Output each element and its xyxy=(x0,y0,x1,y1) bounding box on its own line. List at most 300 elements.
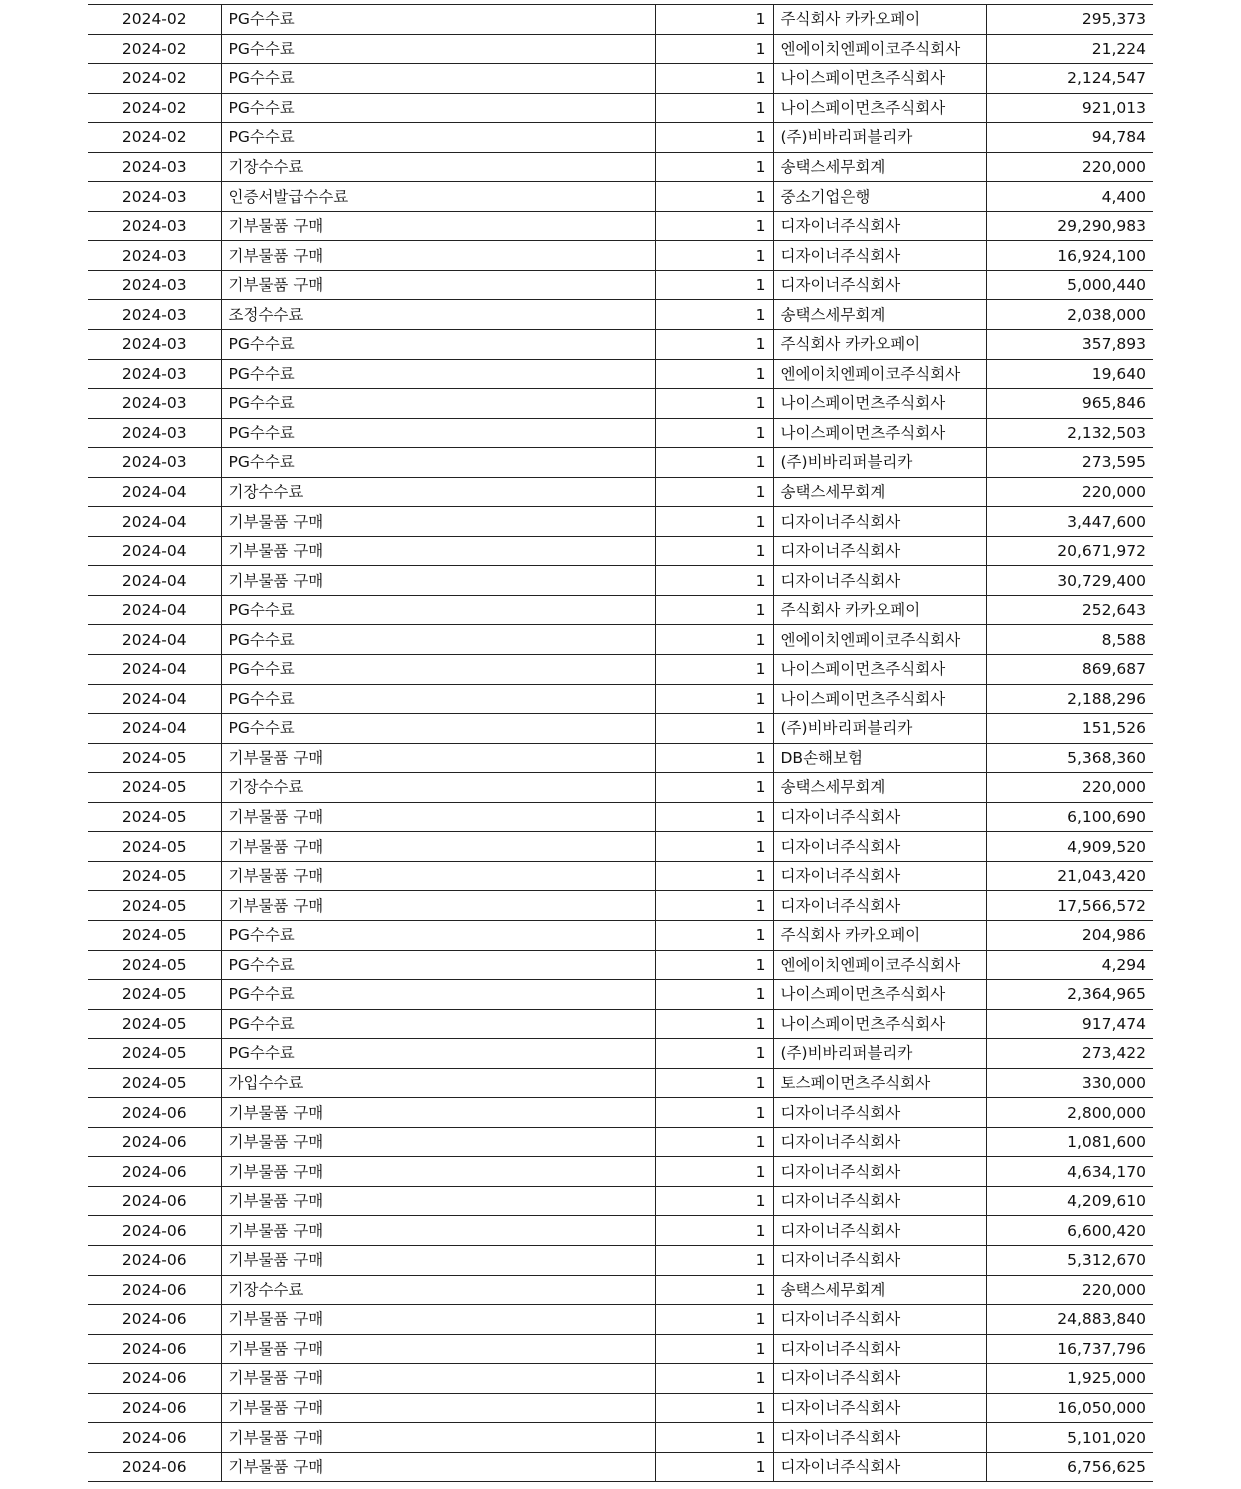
item-cell: PG수수료 xyxy=(221,1039,655,1069)
quantity-cell: 1 xyxy=(655,123,773,153)
vendor-cell: 디자이너주식회사 xyxy=(773,1186,986,1216)
table-row xyxy=(88,64,1153,94)
item-cell: 기부물품 구매 xyxy=(221,802,655,832)
table-row xyxy=(88,1393,1153,1423)
vendor-cell: 나이스페이먼츠주식회사 xyxy=(773,389,986,419)
amount-cell: 2,800,000 xyxy=(986,1098,1153,1128)
amount-cell: 24,883,840 xyxy=(986,1305,1153,1335)
date-cell: 2024-05 xyxy=(88,802,221,832)
quantity-cell: 1 xyxy=(655,566,773,596)
amount-cell: 917,474 xyxy=(986,1009,1153,1039)
quantity-cell: 1 xyxy=(655,1039,773,1069)
date-cell: 2024-06 xyxy=(88,1216,221,1246)
item-cell: PG수수료 xyxy=(221,34,655,64)
vendor-cell: 중소기업은행 xyxy=(773,182,986,212)
table-row xyxy=(88,152,1153,182)
quantity-cell: 1 xyxy=(655,507,773,537)
amount-cell: 330,000 xyxy=(986,1068,1153,1098)
vendor-cell: 디자이너주식회사 xyxy=(773,1305,986,1335)
item-cell: PG수수료 xyxy=(221,920,655,950)
quantity-cell: 1 xyxy=(655,832,773,862)
item-cell: PG수수료 xyxy=(221,625,655,655)
date-cell: 2024-03 xyxy=(88,152,221,182)
amount-cell: 921,013 xyxy=(986,93,1153,123)
table-row xyxy=(88,891,1153,921)
quantity-cell: 1 xyxy=(655,34,773,64)
item-cell: 기부물품 구매 xyxy=(221,1186,655,1216)
quantity-cell: 1 xyxy=(655,64,773,94)
date-cell: 2024-05 xyxy=(88,1009,221,1039)
item-cell: 기부물품 구매 xyxy=(221,211,655,241)
amount-cell: 4,209,610 xyxy=(986,1186,1153,1216)
quantity-cell: 1 xyxy=(655,1305,773,1335)
date-cell: 2024-06 xyxy=(88,1305,221,1335)
item-cell: 기장수수료 xyxy=(221,477,655,507)
amount-cell: 220,000 xyxy=(986,477,1153,507)
quantity-cell: 1 xyxy=(655,1157,773,1187)
vendor-cell: 송택스세무회계 xyxy=(773,300,986,330)
item-cell: 기부물품 구매 xyxy=(221,241,655,271)
item-cell: PG수수료 xyxy=(221,980,655,1010)
vendor-cell: 디자이너주식회사 xyxy=(773,1245,986,1275)
date-cell: 2024-05 xyxy=(88,1068,221,1098)
vendor-cell: 디자이너주식회사 xyxy=(773,1393,986,1423)
date-cell: 2024-04 xyxy=(88,684,221,714)
date-cell: 2024-02 xyxy=(88,64,221,94)
amount-cell: 4,634,170 xyxy=(986,1157,1153,1187)
amount-cell: 4,400 xyxy=(986,182,1153,212)
quantity-cell: 1 xyxy=(655,1186,773,1216)
table-row xyxy=(88,1068,1153,1098)
vendor-cell: 엔에이치엔페이코주식회사 xyxy=(773,625,986,655)
item-cell: PG수수료 xyxy=(221,389,655,419)
table-row xyxy=(88,920,1153,950)
amount-cell: 1,925,000 xyxy=(986,1364,1153,1394)
table-row xyxy=(88,655,1153,685)
date-cell: 2024-06 xyxy=(88,1245,221,1275)
quantity-cell: 1 xyxy=(655,1364,773,1394)
vendor-cell: (주)비바리퍼블리카 xyxy=(773,1039,986,1069)
amount-cell: 869,687 xyxy=(986,655,1153,685)
vendor-cell: (주)비바리퍼블리카 xyxy=(773,448,986,478)
table-row xyxy=(88,1127,1153,1157)
table-row xyxy=(88,1098,1153,1128)
vendor-cell: 디자이너주식회사 xyxy=(773,1216,986,1246)
item-cell: PG수수료 xyxy=(221,123,655,153)
date-cell: 2024-05 xyxy=(88,832,221,862)
vendor-cell: 송택스세무회계 xyxy=(773,152,986,182)
item-cell: 기부물품 구매 xyxy=(221,832,655,862)
item-cell: 기장수수료 xyxy=(221,152,655,182)
date-cell: 2024-02 xyxy=(88,34,221,64)
item-cell: 기부물품 구매 xyxy=(221,1393,655,1423)
vendor-cell: DB손해보험 xyxy=(773,743,986,773)
quantity-cell: 1 xyxy=(655,891,773,921)
quantity-cell: 1 xyxy=(655,655,773,685)
vendor-cell: 송택스세무회계 xyxy=(773,1275,986,1305)
date-cell: 2024-06 xyxy=(88,1393,221,1423)
amount-cell: 357,893 xyxy=(986,330,1153,360)
vendor-cell: 주식회사 카카오페이 xyxy=(773,595,986,625)
amount-cell: 5,000,440 xyxy=(986,270,1153,300)
item-cell: 기부물품 구매 xyxy=(221,1364,655,1394)
table-row xyxy=(88,773,1153,803)
item-cell: 기부물품 구매 xyxy=(221,891,655,921)
vendor-cell: 디자이너주식회사 xyxy=(773,211,986,241)
item-cell: PG수수료 xyxy=(221,595,655,625)
table-row xyxy=(88,802,1153,832)
item-cell: PG수수료 xyxy=(221,684,655,714)
quantity-cell: 1 xyxy=(655,330,773,360)
date-cell: 2024-05 xyxy=(88,920,221,950)
item-cell: PG수수료 xyxy=(221,359,655,389)
quantity-cell: 1 xyxy=(655,920,773,950)
quantity-cell: 1 xyxy=(655,5,773,35)
table-row xyxy=(88,93,1153,123)
vendor-cell: 디자이너주식회사 xyxy=(773,1098,986,1128)
vendor-cell: 디자이너주식회사 xyxy=(773,241,986,271)
amount-cell: 2,124,547 xyxy=(986,64,1153,94)
quantity-cell: 1 xyxy=(655,300,773,330)
quantity-cell: 1 xyxy=(655,802,773,832)
table-row xyxy=(88,418,1153,448)
date-cell: 2024-06 xyxy=(88,1452,221,1482)
date-cell: 2024-05 xyxy=(88,743,221,773)
ledger-body xyxy=(88,5,1153,1482)
date-cell: 2024-03 xyxy=(88,182,221,212)
table-row xyxy=(88,359,1153,389)
amount-cell: 94,784 xyxy=(986,123,1153,153)
item-cell: 조정수수료 xyxy=(221,300,655,330)
date-cell: 2024-04 xyxy=(88,477,221,507)
amount-cell: 220,000 xyxy=(986,773,1153,803)
date-cell: 2024-03 xyxy=(88,330,221,360)
item-cell: 가입수수료 xyxy=(221,1068,655,1098)
item-cell: PG수수료 xyxy=(221,64,655,94)
date-cell: 2024-06 xyxy=(88,1364,221,1394)
amount-cell: 295,373 xyxy=(986,5,1153,35)
amount-cell: 965,846 xyxy=(986,389,1153,419)
date-cell: 2024-06 xyxy=(88,1186,221,1216)
amount-cell: 273,422 xyxy=(986,1039,1153,1069)
amount-cell: 5,312,670 xyxy=(986,1245,1153,1275)
quantity-cell: 1 xyxy=(655,950,773,980)
date-cell: 2024-02 xyxy=(88,123,221,153)
table-row xyxy=(88,1157,1153,1187)
item-cell: PG수수료 xyxy=(221,93,655,123)
item-cell: 기부물품 구매 xyxy=(221,1216,655,1246)
date-cell: 2024-06 xyxy=(88,1157,221,1187)
amount-cell: 16,924,100 xyxy=(986,241,1153,271)
table-row xyxy=(88,5,1153,35)
table-row xyxy=(88,1186,1153,1216)
date-cell: 2024-05 xyxy=(88,861,221,891)
table-row xyxy=(88,1423,1153,1453)
date-cell: 2024-03 xyxy=(88,241,221,271)
date-cell: 2024-03 xyxy=(88,211,221,241)
table-row xyxy=(88,950,1153,980)
item-cell: 기장수수료 xyxy=(221,1275,655,1305)
item-cell: 기부물품 구매 xyxy=(221,1423,655,1453)
amount-cell: 4,909,520 xyxy=(986,832,1153,862)
table-row xyxy=(88,861,1153,891)
item-cell: 기부물품 구매 xyxy=(221,743,655,773)
vendor-cell: 디자이너주식회사 xyxy=(773,1127,986,1157)
item-cell: PG수수료 xyxy=(221,950,655,980)
vendor-cell: 디자이너주식회사 xyxy=(773,891,986,921)
item-cell: 기부물품 구매 xyxy=(221,1452,655,1482)
vendor-cell: 송택스세무회계 xyxy=(773,477,986,507)
date-cell: 2024-04 xyxy=(88,507,221,537)
quantity-cell: 1 xyxy=(655,1393,773,1423)
table-row xyxy=(88,182,1153,212)
amount-cell: 5,368,360 xyxy=(986,743,1153,773)
item-cell: 기부물품 구매 xyxy=(221,1305,655,1335)
table-row xyxy=(88,714,1153,744)
vendor-cell: 송택스세무회계 xyxy=(773,773,986,803)
table-row xyxy=(88,1275,1153,1305)
table-row xyxy=(88,1245,1153,1275)
table-row xyxy=(88,832,1153,862)
quantity-cell: 1 xyxy=(655,595,773,625)
date-cell: 2024-05 xyxy=(88,773,221,803)
item-cell: PG수수료 xyxy=(221,714,655,744)
vendor-cell: 디자이너주식회사 xyxy=(773,802,986,832)
date-cell: 2024-06 xyxy=(88,1423,221,1453)
table-row xyxy=(88,1216,1153,1246)
quantity-cell: 1 xyxy=(655,773,773,803)
amount-cell: 252,643 xyxy=(986,595,1153,625)
table-row xyxy=(88,1452,1153,1482)
date-cell: 2024-04 xyxy=(88,536,221,566)
vendor-cell: 나이스페이먼츠주식회사 xyxy=(773,93,986,123)
amount-cell: 4,294 xyxy=(986,950,1153,980)
table-row xyxy=(88,743,1153,773)
vendor-cell: 주식회사 카카오페이 xyxy=(773,5,986,35)
table-row xyxy=(88,536,1153,566)
quantity-cell: 1 xyxy=(655,625,773,655)
amount-cell: 21,224 xyxy=(986,34,1153,64)
vendor-cell: 디자이너주식회사 xyxy=(773,536,986,566)
amount-cell: 17,566,572 xyxy=(986,891,1153,921)
vendor-cell: 나이스페이먼츠주식회사 xyxy=(773,980,986,1010)
table-row xyxy=(88,448,1153,478)
quantity-cell: 1 xyxy=(655,241,773,271)
table-row xyxy=(88,595,1153,625)
table-row xyxy=(88,34,1153,64)
amount-cell: 20,671,972 xyxy=(986,536,1153,566)
item-cell: 기부물품 구매 xyxy=(221,1334,655,1364)
table-row xyxy=(88,1364,1153,1394)
date-cell: 2024-03 xyxy=(88,300,221,330)
vendor-cell: 디자이너주식회사 xyxy=(773,566,986,596)
item-cell: 기부물품 구매 xyxy=(221,270,655,300)
vendor-cell: 나이스페이먼츠주식회사 xyxy=(773,655,986,685)
item-cell: PG수수료 xyxy=(221,655,655,685)
quantity-cell: 1 xyxy=(655,1068,773,1098)
item-cell: 인증서발급수수료 xyxy=(221,182,655,212)
table-row xyxy=(88,566,1153,596)
quantity-cell: 1 xyxy=(655,418,773,448)
table-row xyxy=(88,477,1153,507)
item-cell: 기부물품 구매 xyxy=(221,1245,655,1275)
amount-cell: 6,756,625 xyxy=(986,1452,1153,1482)
vendor-cell: 엔에이치엔페이코주식회사 xyxy=(773,34,986,64)
quantity-cell: 1 xyxy=(655,980,773,1010)
amount-cell: 273,595 xyxy=(986,448,1153,478)
table-row xyxy=(88,241,1153,271)
table-row xyxy=(88,1009,1153,1039)
date-cell: 2024-04 xyxy=(88,566,221,596)
amount-cell: 220,000 xyxy=(986,1275,1153,1305)
amount-cell: 19,640 xyxy=(986,359,1153,389)
item-cell: 기부물품 구매 xyxy=(221,507,655,537)
item-cell: 기부물품 구매 xyxy=(221,1157,655,1187)
vendor-cell: 나이스페이먼츠주식회사 xyxy=(773,1009,986,1039)
vendor-cell: 디자이너주식회사 xyxy=(773,1364,986,1394)
table-row xyxy=(88,1039,1153,1069)
date-cell: 2024-03 xyxy=(88,448,221,478)
vendor-cell: 나이스페이먼츠주식회사 xyxy=(773,418,986,448)
amount-cell: 2,364,965 xyxy=(986,980,1153,1010)
item-cell: 기장수수료 xyxy=(221,773,655,803)
vendor-cell: 디자이너주식회사 xyxy=(773,1157,986,1187)
expense-ledger-table xyxy=(88,4,1153,1482)
vendor-cell: 나이스페이먼츠주식회사 xyxy=(773,684,986,714)
item-cell: PG수수료 xyxy=(221,448,655,478)
date-cell: 2024-03 xyxy=(88,418,221,448)
vendor-cell: 토스페이먼츠주식회사 xyxy=(773,1068,986,1098)
amount-cell: 16,737,796 xyxy=(986,1334,1153,1364)
amount-cell: 2,132,503 xyxy=(986,418,1153,448)
date-cell: 2024-05 xyxy=(88,980,221,1010)
vendor-cell: 엔에이치엔페이코주식회사 xyxy=(773,950,986,980)
quantity-cell: 1 xyxy=(655,1275,773,1305)
quantity-cell: 1 xyxy=(655,1334,773,1364)
item-cell: PG수수료 xyxy=(221,5,655,35)
amount-cell: 6,600,420 xyxy=(986,1216,1153,1246)
quantity-cell: 1 xyxy=(655,1423,773,1453)
amount-cell: 3,447,600 xyxy=(986,507,1153,537)
amount-cell: 29,290,983 xyxy=(986,211,1153,241)
vendor-cell: 주식회사 카카오페이 xyxy=(773,330,986,360)
quantity-cell: 1 xyxy=(655,684,773,714)
quantity-cell: 1 xyxy=(655,1127,773,1157)
amount-cell: 16,050,000 xyxy=(986,1393,1153,1423)
date-cell: 2024-06 xyxy=(88,1127,221,1157)
amount-cell: 5,101,020 xyxy=(986,1423,1153,1453)
quantity-cell: 1 xyxy=(655,211,773,241)
date-cell: 2024-04 xyxy=(88,714,221,744)
date-cell: 2024-02 xyxy=(88,5,221,35)
date-cell: 2024-05 xyxy=(88,1039,221,1069)
date-cell: 2024-04 xyxy=(88,595,221,625)
amount-cell: 21,043,420 xyxy=(986,861,1153,891)
date-cell: 2024-05 xyxy=(88,891,221,921)
date-cell: 2024-03 xyxy=(88,270,221,300)
date-cell: 2024-04 xyxy=(88,625,221,655)
date-cell: 2024-05 xyxy=(88,950,221,980)
quantity-cell: 1 xyxy=(655,359,773,389)
item-cell: PG수수료 xyxy=(221,330,655,360)
vendor-cell: 디자이너주식회사 xyxy=(773,1334,986,1364)
vendor-cell: 나이스페이먼츠주식회사 xyxy=(773,64,986,94)
quantity-cell: 1 xyxy=(655,1452,773,1482)
item-cell: 기부물품 구매 xyxy=(221,1127,655,1157)
table-row xyxy=(88,211,1153,241)
quantity-cell: 1 xyxy=(655,714,773,744)
vendor-cell: 디자이너주식회사 xyxy=(773,507,986,537)
amount-cell: 2,038,000 xyxy=(986,300,1153,330)
quantity-cell: 1 xyxy=(655,152,773,182)
table-row xyxy=(88,1305,1153,1335)
quantity-cell: 1 xyxy=(655,389,773,419)
amount-cell: 151,526 xyxy=(986,714,1153,744)
date-cell: 2024-03 xyxy=(88,359,221,389)
table-row xyxy=(88,684,1153,714)
vendor-cell: 주식회사 카카오페이 xyxy=(773,920,986,950)
table-row xyxy=(88,330,1153,360)
date-cell: 2024-06 xyxy=(88,1334,221,1364)
table-row xyxy=(88,270,1153,300)
table-row xyxy=(88,123,1153,153)
amount-cell: 30,729,400 xyxy=(986,566,1153,596)
item-cell: 기부물품 구매 xyxy=(221,536,655,566)
vendor-cell: 디자이너주식회사 xyxy=(773,861,986,891)
quantity-cell: 1 xyxy=(655,270,773,300)
table-row xyxy=(88,625,1153,655)
quantity-cell: 1 xyxy=(655,477,773,507)
quantity-cell: 1 xyxy=(655,861,773,891)
item-cell: PG수수료 xyxy=(221,418,655,448)
table-row xyxy=(88,1334,1153,1364)
vendor-cell: (주)비바리퍼블리카 xyxy=(773,123,986,153)
table-row xyxy=(88,980,1153,1010)
item-cell: PG수수료 xyxy=(221,1009,655,1039)
date-cell: 2024-06 xyxy=(88,1098,221,1128)
date-cell: 2024-04 xyxy=(88,655,221,685)
item-cell: 기부물품 구매 xyxy=(221,566,655,596)
item-cell: 기부물품 구매 xyxy=(221,861,655,891)
amount-cell: 6,100,690 xyxy=(986,802,1153,832)
amount-cell: 204,986 xyxy=(986,920,1153,950)
table-row xyxy=(88,300,1153,330)
quantity-cell: 1 xyxy=(655,1245,773,1275)
amount-cell: 8,588 xyxy=(986,625,1153,655)
quantity-cell: 1 xyxy=(655,1216,773,1246)
quantity-cell: 1 xyxy=(655,536,773,566)
date-cell: 2024-06 xyxy=(88,1275,221,1305)
item-cell: 기부물품 구매 xyxy=(221,1098,655,1128)
amount-cell: 1,081,600 xyxy=(986,1127,1153,1157)
vendor-cell: 엔에이치엔페이코주식회사 xyxy=(773,359,986,389)
quantity-cell: 1 xyxy=(655,448,773,478)
amount-cell: 2,188,296 xyxy=(986,684,1153,714)
vendor-cell: 디자이너주식회사 xyxy=(773,1423,986,1453)
table-row xyxy=(88,507,1153,537)
vendor-cell: (주)비바리퍼블리카 xyxy=(773,714,986,744)
vendor-cell: 디자이너주식회사 xyxy=(773,270,986,300)
quantity-cell: 1 xyxy=(655,93,773,123)
table-row xyxy=(88,389,1153,419)
vendor-cell: 디자이너주식회사 xyxy=(773,1452,986,1482)
vendor-cell: 디자이너주식회사 xyxy=(773,832,986,862)
amount-cell: 220,000 xyxy=(986,152,1153,182)
quantity-cell: 1 xyxy=(655,1098,773,1128)
quantity-cell: 1 xyxy=(655,1009,773,1039)
date-cell: 2024-03 xyxy=(88,389,221,419)
quantity-cell: 1 xyxy=(655,182,773,212)
